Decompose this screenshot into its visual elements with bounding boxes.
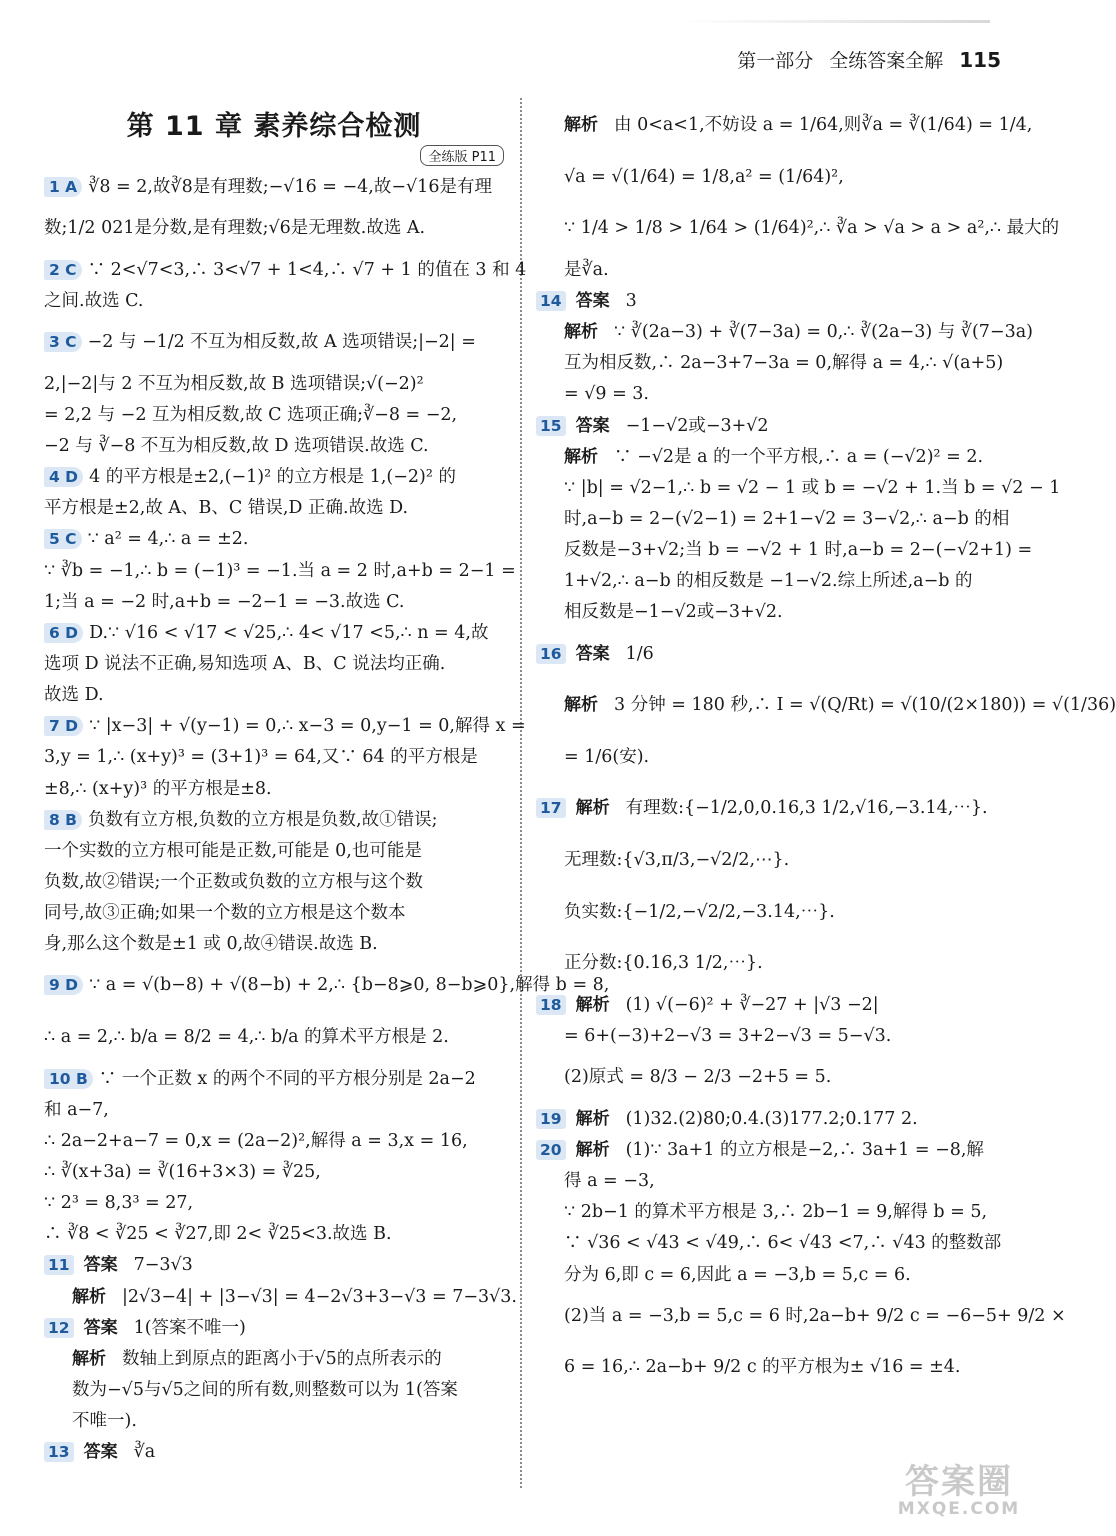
answer-text: 7−3√3 [133,1255,193,1276]
question-number-badge: 18 [536,995,566,1015]
top-rule [680,20,990,23]
question-number-badge: 20 [536,1140,566,1160]
question-number-badge: 5 C [44,529,82,549]
answer-line [536,152,1006,204]
answer-line [44,1126,504,1157]
watermark-main: 答案圈 [905,1462,1013,1502]
answer-text: 正分数:{0.16,3 1/2,⋯}. [564,953,763,974]
answer-line [536,286,1006,317]
answer-item [44,172,504,255]
question-number-badge: 11 [44,1255,74,1275]
answer-line [536,203,1060,255]
answer-item [536,442,1061,629]
answer-text: 和 a−7, [44,1099,109,1120]
answer-line [536,1021,1006,1052]
question-number-badge: 12 [44,1318,74,1338]
answer-text: 数;1/2 021是分数,是有理数;√6是无理数.故选 A. [44,218,426,239]
answer-item [536,783,1006,990]
answer-line [44,286,504,317]
answer-text: ∵ 一个正数 x 的两个不同的平方根分别是 2a−2 [98,1068,476,1089]
answer-line [44,1437,504,1468]
answer-text: 平方根是±2,故 A、B、C 错误,D 正确.故选 D. [44,498,409,519]
answer-text: −2 与 ∛−8 不互为相反数,故 D 选项错误.故选 C. [44,435,429,456]
answer-line [536,597,1006,628]
answer-line [44,203,504,255]
answer-line [536,255,1006,286]
answer-line [536,732,1006,784]
answer-line [44,1375,504,1406]
answer-item [536,629,1006,681]
answer-line [44,400,504,431]
answer-text: −2 与 −1/2 不互为相反数,故 A 选项错误;|−2| = [87,332,476,353]
answer-line [536,1197,1006,1228]
answer-item [536,317,1033,410]
answer-line [44,1188,504,1219]
answer-line [536,629,1006,681]
answer-line [44,618,504,649]
answer-text: 1+√2,∴ a−b 的相反数是 −1−√2.综上所述,a−b 的 [564,571,973,592]
answer-label: 答案 [83,1255,118,1276]
page-number: 115 [959,48,1001,72]
answer-text: 反数是−3+√2;当 b = −√2 + 1 时,a−b = 2−(−√2+1) = [564,540,1033,561]
answer-text: (1)∵ 3a+1 的立方根是−2,∴ 3a+1 = −8,解 [625,1139,984,1160]
answer-text: = 2,2 与 −2 互为相反数,故 C 选项正确;∛−8 = −2, [44,404,458,425]
answer-text: |2√3−4| + |3−√3| = 4−2√3+3−√3 = 7−3√3. [122,1286,517,1307]
answer-item [44,711,526,804]
edition-tag: 全练版 P11 [420,145,504,166]
answer-text: 1(答案不唯一) [133,1317,246,1338]
answer-text: ∵ 2b−1 的算术平方根是 3,∴ 2b−1 = 9,解得 b = 5, [564,1202,988,1223]
answer-line [536,504,1010,535]
answer-text: 是∛a. [564,259,609,280]
answer-text: (1)32.(2)80;0.4.(3)177.2;0.177 2. [625,1108,918,1129]
answer-item [44,1437,504,1468]
answer-line [44,742,504,773]
question-number-badge: 10 B [44,1069,93,1089]
answer-text: 3,y = 1,∴ (x+y)³ = (3+1)³ = 64,又∵ 64 的平方根是 [44,747,478,768]
answer-text: 之间.故选 C. [44,290,144,311]
answer-line [44,462,504,493]
answer-text: 数轴上到原点的距离小于√5的点所表示的 [122,1348,442,1369]
right-answers [536,100,1116,1394]
answer-line [536,887,1006,939]
answer-label: 解析 [575,1108,610,1129]
answer-text: ∵ −√2是 a 的一个平方根,∴ a = (−√2)² = 2. [614,446,984,467]
answer-line [536,783,1006,835]
answer-line [44,317,504,369]
answer-text: ∵ a = √(b−8) + √(8−b) + 2,∴ {b−8⩾0, 8−b⩾0},解得 b = 8, [89,975,610,996]
answer-item [44,524,516,617]
answer-line [536,411,1006,442]
answer-label: 解析 [72,1286,106,1307]
answer-text: ∵ a² = 4,∴ a = ±2. [87,529,249,550]
answer-text: = 6+(−3)+2−√3 = 3+2−√3 = 5−√3. [564,1026,892,1047]
answer-label: 解析 [564,322,598,343]
answer-line [536,1135,1006,1166]
answer-label: 解析 [575,798,610,819]
answer-line [536,990,1006,1021]
answer-label: 答案 [575,291,610,312]
chapter-title: 第 11 章 素养综合检测 [126,111,422,142]
answer-text: ∴ a = 2,∴ b/a = 8/2 = 4,∴ b/a 的算术平方根是 2. [44,1026,449,1047]
answer-text: (2)原式 = 8/3 − 2/3 −2+5 = 5. [564,1067,832,1088]
answer-line [44,867,504,898]
answer-line [44,680,504,711]
answer-label: 解析 [564,446,598,467]
answer-text: 时,a−b = 2−(√2−1) = 2+1−√2 = 3−√2,∴ a−b 的相 [564,509,1010,529]
answer-text: 选项 D 说法不正确,易知选项 A、B、C 说法均正确. [44,653,446,674]
answer-text: 得 a = −3, [564,1171,655,1192]
question-number-badge: 8 B [44,810,82,830]
answer-text: 3 分钟 = 180 秒,∴ I = √(Q/Rt) = √(10/(2×180)) = √(1/36) [614,695,1116,716]
column-divider [520,98,522,1488]
answer-line [44,929,504,960]
answer-line [44,556,516,587]
answer-text: −1−√2或−3+√2 [625,415,769,436]
answer-line [536,100,1033,152]
answer-text: ∵ 2³ = 8,3³ = 27, [44,1193,194,1214]
question-number-badge: 2 C [44,260,82,280]
header-part: 第一部分 [737,50,814,72]
answer-text: ∵ |b| = √2−1,∴ b = √2 − 1 或 b = −√2 + 1.当 b = √2 − 1 [564,477,1061,498]
answer-text: 互为相反数,∴ 2a−3+7−3a = 0,解得 a = 4,∴ √(a+5) [564,353,1004,374]
question-number-badge: 16 [536,644,566,664]
answer-text: ∛8 = 2,故∛8是有理数;−√16 = −4,故−√16是有理 [88,177,492,197]
question-number-badge: 19 [536,1109,566,1129]
answer-line [44,172,504,203]
answer-label: 答案 [83,1442,118,1463]
answer-text: 6 = 16,∴ 2a−b+ 9/2 c 的平方根为± √16 = ±4. [564,1357,961,1378]
answer-item [536,1104,1006,1135]
answer-line [44,1095,504,1126]
answer-text: 同号,故③正确;如果一个数的立方根是这个数本 [44,903,406,924]
answer-line [44,1313,504,1344]
answer-label: 解析 [564,695,598,716]
answer-line [44,1064,504,1095]
answer-text: ±8,∴ (x+y)³ 的平方根是±8. [44,778,272,799]
answer-line [44,898,504,929]
answer-line [44,1012,504,1064]
answer-line [536,1052,1006,1104]
right-column [536,100,1116,1394]
answer-text: ∵ |x−3| + √(y−1) = 0,∴ x−3 = 0,y−1 = 0,解得 x = [89,716,526,737]
answer-text: ∵ 2<√7<3,∴ 3<√7 + 1<4,∴ √7 + 1 的值在 3 和 4 [87,259,527,280]
answer-line [536,1228,1006,1259]
answer-line [44,1406,504,1437]
question-number-badge: 1 A [44,177,82,197]
answer-text: 分为 6,即 c = 6,因此 a = −3,b = 5,c = 6. [564,1264,911,1285]
answer-item [44,618,504,711]
answer-line [536,379,1006,410]
answer-label: 答案 [575,643,610,664]
answer-item [536,286,1006,317]
answer-text: 1/6 [625,643,654,664]
answer-line [536,566,1006,597]
answer-item [536,1135,1066,1394]
answer-item [44,255,527,317]
answer-line [44,1219,504,1250]
answer-line [44,1157,504,1188]
answer-line [44,431,504,462]
answer-text: 无理数:{√3,π/3,−√2/2,⋯}. [564,850,790,871]
answer-label: 解析 [575,994,610,1015]
answer-text: 4 的平方根是±2,(−1)² 的立方根是 1,(−2)² 的 [89,467,456,488]
answer-line [44,1344,504,1375]
header-section: 全练答案全解 [829,50,944,72]
answer-line [536,1342,1006,1394]
answer-text: ∴ ∛8 < ∛25 < ∛27,即 2< ∛25<3.故选 B. [44,1224,392,1245]
watermark-logo [879,1454,1039,1519]
answer-item [536,680,1116,783]
answer-item [44,1282,517,1313]
answer-line [536,1166,1006,1197]
question-number-badge: 15 [536,416,566,436]
answer-line [44,255,527,286]
answer-line [44,649,504,680]
answer-item [536,411,1006,442]
answer-text: 不唯一). [72,1411,137,1432]
answer-item [44,462,504,524]
answer-label: 答案 [575,415,610,436]
answer-line [536,348,1006,379]
answer-text: ∴ 2a−2+a−7 = 0,x = (2a−2)²,解得 a = 3,x = 16, [44,1130,468,1151]
answer-line [44,524,504,555]
answer-label: 解析 [564,115,598,135]
answer-text: 相反数是−1−√2或−3+√2. [564,602,783,623]
question-number-badge: 3 C [44,332,82,352]
answer-item [44,1250,504,1281]
answer-line [44,774,504,805]
answer-text: 有理数:{−1/2,0,0.16,3 1/2,√16,−3.14,⋯}. [625,798,988,819]
question-number-badge: 7 D [44,716,83,736]
answer-label: 解析 [575,1139,610,1160]
answer-label: 解析 [72,1348,106,1369]
question-number-badge: 4 D [44,467,83,487]
answer-text: √a = √(1/64) = 1/8,a² = (1/64)², [564,166,844,187]
answer-line [536,1260,1006,1291]
answer-text: = 1/6(安). [564,746,650,767]
answer-label: 答案 [83,1317,118,1338]
answer-item [44,805,504,961]
answer-text: 1;当 a = −2 时,a+b = −2−1 = −3.故选 C. [44,591,405,612]
answer-line [536,442,1006,473]
answer-item [44,1344,504,1437]
answer-item [44,1313,504,1344]
answer-line [536,317,1033,348]
answer-line [44,836,504,867]
answer-line [44,587,504,618]
question-number-badge: 6 D [44,623,83,643]
answer-line [44,711,526,742]
answer-text: ∵ ∛(2a−3) + ∛(7−3a) = 0,∴ ∛(2a−3) 与 ∛(7−3a) [614,322,1033,343]
answer-text: = √9 = 3. [564,384,649,405]
answer-line [44,493,504,524]
answer-line [44,369,504,400]
answer-text: (2)当 a = −3,b = 5,c = 6 时,2a−b+ 9/2 c = −6−5+ 9/2 × [564,1305,1066,1326]
watermark-sub: MXQE.COM [897,1499,1021,1519]
answer-text: (1) √(−6)² + ∛−27 + |√3 −2| [625,994,879,1015]
answer-item [536,990,1006,1104]
answer-text: 一个实数的立方根可能是正数,可能是 0,也可能是 [44,840,422,861]
answer-text: 故选 D. [44,685,104,706]
question-number-badge: 14 [536,291,566,311]
answer-line [536,938,1006,990]
answer-line [536,680,1116,732]
answer-line [44,805,504,836]
answer-text: 身,那么这个数是±1 或 0,故④错误.故选 B. [44,934,378,955]
answer-text: ∵ ∛b = −1,∴ b = (−1)³ = −1.当 a = 2 时,a+b = 2−1 = [44,560,516,581]
answer-text: 负数有立方根,负数的立方根是负数,故①错误; [88,809,438,830]
answer-line [536,835,1006,887]
answer-text: 由 0<a<1,不妨设 a = 1/64,则∛a = ∛(1/64) = 1/4, [614,115,1033,135]
question-number-badge: 13 [44,1442,74,1462]
answer-line [44,1250,504,1281]
answer-text: 2,|−2|与 2 不互为相反数,故 B 选项错误;√(−2)² [44,373,424,394]
answer-text: ∛a [133,1442,156,1463]
answer-line [536,473,1061,504]
answer-text: ∴ ∛(x+3a) = ∛(16+3×3) = ∛25, [44,1162,321,1183]
answer-text: ∵ 1/4 > 1/8 > 1/64 > (1/64)²,∴ ∛a > √a > a > a²,∴ 最大的 [564,218,1060,239]
question-number-badge: 9 D [44,975,83,995]
answer-line [44,1282,517,1313]
answer-line [536,1104,1006,1135]
answer-text: 数为−√5与√5之间的所有数,则整数可以为 1(答案 [72,1380,458,1400]
answer-line [536,535,1033,566]
answer-text: ∵ √36 < √43 < √49,∴ 6< √43 <7,∴ √43 的整数部 [564,1233,1002,1254]
answer-text: D.∵ √16 < √17 < √25,∴ 4< √17 <5,∴ n = 4,故 [89,622,489,643]
answer-item [536,100,1060,286]
answer-item [44,1064,504,1251]
question-number-badge: 17 [536,798,566,818]
answer-text: 负数,故②错误;一个正数或负数的立方根与这个数 [44,871,423,892]
page-header [737,46,1001,73]
answer-text: 负实数:{−1/2,−√2/2,−3.14,⋯}. [564,901,835,922]
answer-item [44,317,504,462]
answer-text: 3 [625,291,637,312]
answer-line [536,1291,1066,1343]
